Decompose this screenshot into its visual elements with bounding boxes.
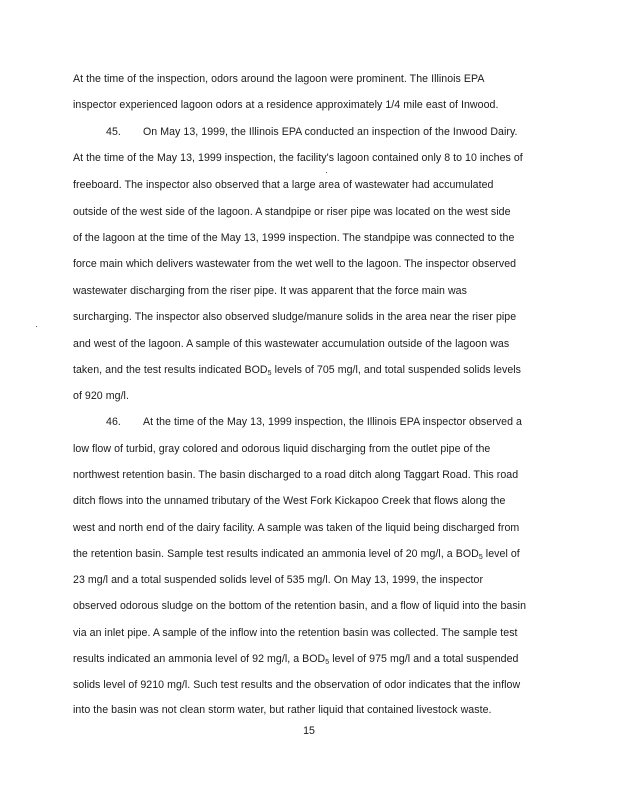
text-line bbox=[73, 468, 518, 482]
line-text: ditch flows into the unnamed tributary of the West Fork Kickapoo Creek that flows along the bbox=[73, 495, 506, 507]
line-text: northwest retention basin. The basin discharged to a road ditch along Taggart Road. This road bbox=[73, 469, 519, 481]
line-text: surcharging. The inspector also observed sludge/manure solids in the area near the riser pipe bbox=[73, 311, 517, 323]
text-line bbox=[73, 547, 520, 561]
text-line bbox=[73, 521, 519, 535]
line-text: solids level of 9210 mg/l. Such test results and the observation of odor indicates that the inflow bbox=[73, 679, 521, 691]
subscript: 5 bbox=[267, 370, 272, 377]
numbered-paragraph-start bbox=[73, 415, 522, 429]
line-text: At the time of the May 13, 1999 inspection, the Illinois EPA inspector observed a bbox=[143, 416, 522, 428]
line-text: On May 13, 1999, the Illinois EPA conducted an inspection of the Inwood Dairy. bbox=[143, 126, 518, 138]
line-text: of the lagoon at the time of the May 13, 1999 inspection. The standpipe was connected to the bbox=[73, 232, 515, 244]
line-text: and west of the lagoon. A sample of this wastewater accumulation outside of the lagoon was bbox=[73, 338, 510, 350]
text-line bbox=[73, 231, 514, 245]
line-text: inspector experienced lagoon odors at a residence approximately 1/4 mile east of Inwood. bbox=[73, 99, 499, 111]
scan-speck bbox=[36, 326, 37, 327]
text-line bbox=[73, 678, 520, 692]
line-text-before-subscript: results indicated an ammonia level of 92 mg/l, a BOD bbox=[73, 653, 326, 665]
text-line bbox=[73, 599, 526, 613]
line-text: observed odorous sludge on the bottom of the retention basin, and a flow of liquid into the basin bbox=[73, 600, 527, 612]
scan-speck bbox=[326, 172, 327, 173]
line-text-before-subscript: taken, and the test results indicated BOD bbox=[73, 364, 268, 376]
line-text-after-subscript: levels of 705 mg/l, and total suspended solids levels bbox=[271, 364, 522, 376]
paragraph-number: 45. bbox=[106, 126, 121, 138]
text-line bbox=[73, 363, 521, 377]
line-text: low flow of turbid, gray colored and odorous liquid discharging from the outlet pipe of the bbox=[73, 443, 491, 455]
line-text-after-subscript: level of 975 mg/l and a total suspended bbox=[329, 653, 519, 665]
text-line bbox=[73, 72, 484, 86]
line-text: At the time of the inspection, odors around the lagoon were prominent. The Illinois EPA bbox=[73, 73, 485, 85]
line-text: into the basin was not clean storm water, but rather liquid that contained livestock waste. bbox=[73, 704, 492, 716]
text-line bbox=[73, 494, 505, 508]
subscript: 5 bbox=[325, 659, 330, 666]
numbered-paragraph-start bbox=[73, 125, 518, 139]
line-text: At the time of the May 13, 1999 inspection, the facility's lagoon contained only 8 to 10 inches of bbox=[73, 152, 523, 164]
subscript: 5 bbox=[478, 554, 483, 561]
paragraph-number: 46. bbox=[106, 416, 121, 428]
text-line bbox=[73, 442, 490, 456]
text-line bbox=[73, 626, 518, 640]
text-line bbox=[73, 151, 523, 165]
text-line bbox=[73, 389, 129, 403]
line-text: freeboard. The inspector also observed that a large area of wastewater had accumulated bbox=[73, 179, 494, 191]
line-text: outside of the west side of the lagoon. A standpipe or riser pipe was located on the west side bbox=[73, 206, 511, 218]
line-text: of 920 mg/l. bbox=[73, 390, 129, 402]
text-line bbox=[73, 98, 498, 112]
line-text: wastewater discharging from the riser pipe. It was apparent that the force main was bbox=[73, 285, 467, 297]
text-line bbox=[73, 573, 483, 587]
line-text: west and north end of the dairy facility. A sample was taken of the liquid being discharged from bbox=[73, 522, 520, 534]
text-line bbox=[73, 337, 509, 351]
line-text-before-subscript: the retention basin. Sample test results indicated an ammonia level of 20 mg/l, a BOD bbox=[73, 548, 479, 560]
line-text-after-subscript: level of bbox=[482, 548, 520, 560]
line-text: via an inlet pipe. A sample of the inflow into the retention basin was collected. The sample test bbox=[73, 627, 518, 639]
text-line bbox=[73, 205, 511, 219]
text-line bbox=[73, 703, 492, 717]
text-line bbox=[73, 178, 493, 192]
text-line bbox=[73, 652, 519, 666]
line-text: 23 mg/l and a total suspended solids level of 535 mg/l. On May 13, 1999, the inspector bbox=[73, 574, 484, 586]
line-text: force main which delivers wastewater from the wet well to the lagoon. The inspector observed bbox=[73, 258, 517, 270]
text-line bbox=[73, 284, 467, 298]
text-line bbox=[73, 310, 516, 324]
page-number: 15 bbox=[303, 725, 315, 737]
text-line bbox=[73, 257, 516, 271]
